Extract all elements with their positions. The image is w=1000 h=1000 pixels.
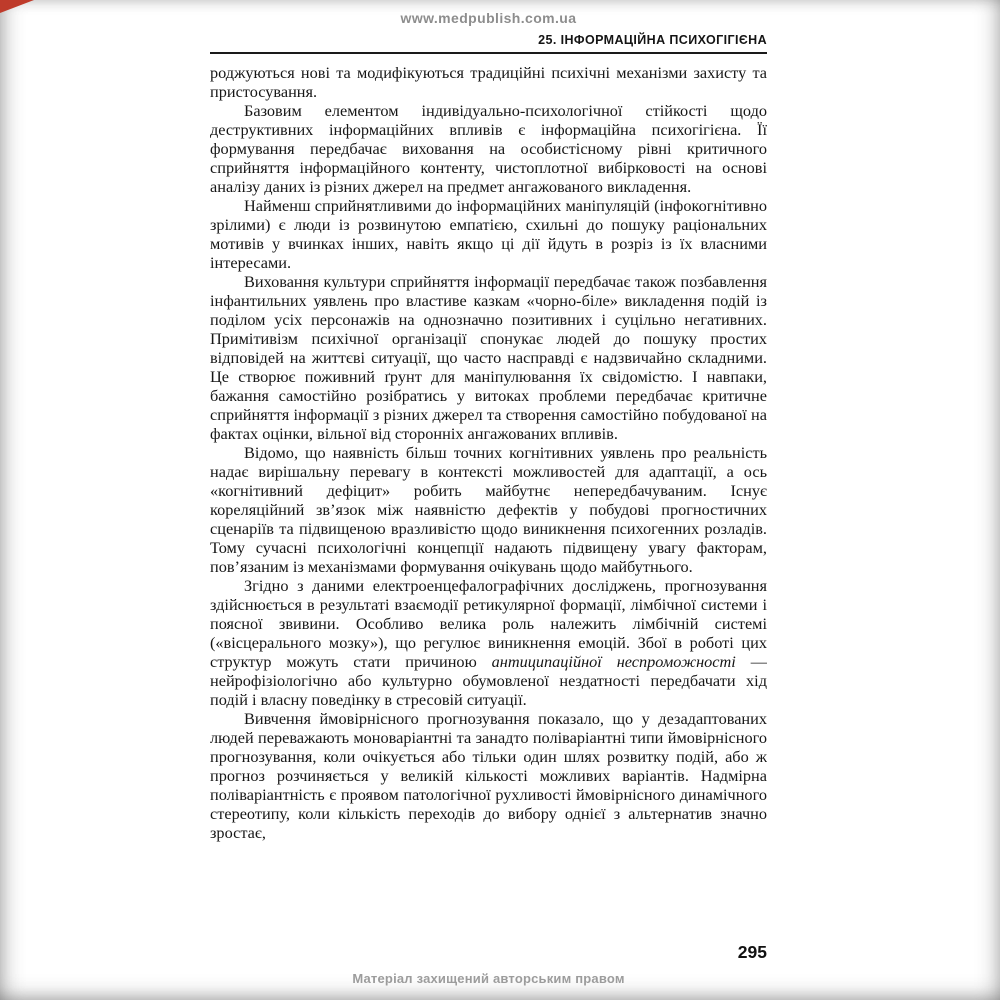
paragraph-segment-italic-term: антиципаційної неспроможності (491, 652, 736, 671)
page-text (210, 63, 767, 923)
copyright-notice: Матеріал захищений авторським правом (352, 971, 625, 986)
paragraph: Виховання культури сприйняття інформації передбачає також позбавлення інфантильних уявлень про властиве казкам «чорно-біле» викладення подій із поділом усіх персонажів на однозначно позитивних і суцільно негативних. Примітивізм психічної організації спонукає людей до пошуку простих відповідей на життєві ситуації, що часто насправді є надзвичайно складними. Це створює поживний ґрунт для маніпулювання їх свідомістю. І навпаки, бажання самостійно розібратись у витоках проблеми передбачає критичне сприйняття інформації з різних джерел та створення самостійно побудованої на фактах оцінки, вільної від сторонніх ангажованих впливів. (210, 272, 767, 443)
site-url: www.medpublish.com.ua (400, 10, 577, 26)
text-column (210, 10, 767, 923)
paragraph: Базовим елементом індивідуально-психологічної стійкості щодо деструктивних інформаційних впливів є інформаційна психогігієна. Її формування передбачає виховання на особистісному рівні критичного сприйняття інформаційного контенту, чистоплотної вибірковості на основі аналізу даних із різних джерел на предмет ангажованого викладення. (210, 101, 767, 196)
paragraph: Вивчення ймовірнісного прогнозування показало, що у дезадаптованих людей переважають моноваріантні та занадто поліваріантні типи ймовірнісного прогнозування, коли очікується або тільки один шлях розвитку подій, або ж прогноз розчиняється у великій кількості можливих варіантів. Надмірна поліваріантність є проявом патологічної рухливості ймовірнісного динамічного стереотипу, коли кількість переходів до вибору однієї з альтернатив значно зростає, (210, 709, 767, 842)
paragraph: роджуються нові та модифікуються традиційні психічні механізми захисту та пристосування. (210, 63, 767, 101)
paragraph (210, 576, 767, 709)
paragraph-segment: — нейрофізіологічно або культурно обумовленої нездатності передбачати хід подій і власну поведінку в стресовій ситуації. (210, 652, 767, 709)
page-corner-fold (0, 0, 34, 13)
running-header-chapter-title: 25. ІНФОРМАЦІЙНА ПСИХОГІГІЄНА (538, 33, 767, 47)
paragraph: Найменш сприйнятливими до інформаційних маніпуляцій (інфокогнітивно зрілими) є люди із розвинутою емпатією, схильні до пошуку раціональних мотивів у вчинках інших, навіть якщо ці дії йдуть в розріз із їх власними інтересами. (210, 196, 767, 272)
page-number: 295 (737, 942, 767, 962)
header-rule (210, 52, 767, 54)
paragraph: Відомо, що наявність більш точних когнітивних уявлень про реальність надає вирішальну перевагу в контексті можливостей для адаптації, а ось «когнітивний дефіцит» робить майбутнє непередбачуваним. Існує кореляційний зв’язок між наявністю дефектів у побудові прогностичних сценаріїв та підвищеною вразливістю щодо виникнення психогенних розладів. Тому сучасні психологічні концепції надають підвищену увагу факторам, пов’язаним із механізмами формування очікувань щодо майбутнього. (210, 443, 767, 576)
paragraph-segment: Згідно з даними електроенцефалографічних досліджень, прогнозування здійснюється в результаті взаємодії ретикулярної формації, лімбічної системи і поясної звивини. Особливо велика роль належить лімбічній системі («вісцерального мозку»), що регулює виникнення емоцій. Збої в роботі цих структур можуть стати причиною (210, 576, 767, 671)
